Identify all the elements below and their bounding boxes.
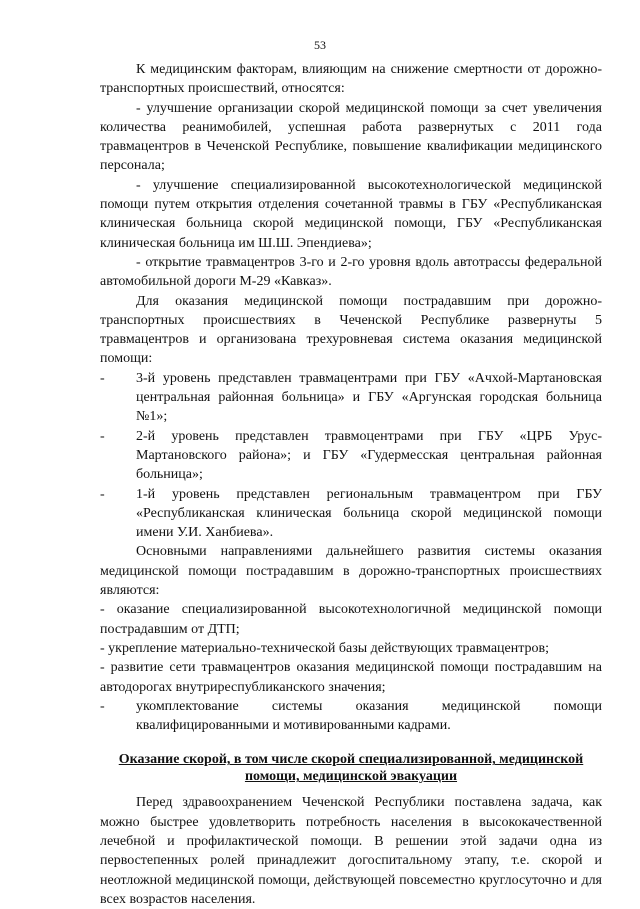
list-item-direction-base: - укрепление материально-технической базы действующих травмацентров;: [100, 640, 550, 656]
paragraph-emergency-care: Перед здравоохранением Чеченской Республики поставлена задача, как можно быстрее удовлетворить потребность населения в высококачественной лечебной и профилактической помощи. В решении этой задачи одна из первостепенных ролей принадлежит догоспитальному этапу, т.е. скорой и неотложной медицинской помощи, действующей повсеместно круглосуточно и для всех возрастов населения.: [100, 795, 602, 907]
paragraph-factor-ambulance: - улучшение организации скорой медицинской помощи за счет увеличения количества реанимобилей, успешная работа развернутых с 2011 года травмацентров в Чеченской Республике, повышение квалификации медицинского персонала;: [100, 100, 602, 174]
list-item-level-2: [100, 427, 602, 485]
paragraph-development-directions: Основными направлениями дальнейшего развития системы оказания медицинской помощи пострадавшим в дорожно-транспортных происшествиях являются:: [100, 544, 602, 599]
list-dash: -: [100, 370, 105, 386]
paragraph-factor-trauma-centers: - открытие травмацентров 3-го и 2-го уровня вдоль автотрассы федеральной автомобильной дороги М-29 «Кавказ».: [100, 254, 602, 290]
list-item-direction-hightech: - оказание специализированной высокотехнологичной медицинской помощи пострадавшим от ДТП;: [100, 602, 602, 637]
list-item-text: 3-й уровень представлен травмацентрами при ГБУ «Ачхой-Мартановская центральная районная больница» и ГБУ «Аргунская городская больница №1»;: [136, 370, 602, 425]
list-dash: -: [100, 428, 105, 444]
list-item-level-1: [100, 485, 602, 543]
list-item-direction-staff: [100, 697, 602, 736]
paragraph-factors-intro: К медицинским факторам, влияющим на снижение смертности от дорожно-транспортных происшествий, относятся:: [100, 62, 602, 97]
paragraph-trauma-system: Для оказания медицинской помощи пострадавшим при дорожно-транспортных происшествиях в Чеченской Республике развернуты 5 травмацентров и организована трехуровневая система оказания медицинской помощи:: [100, 293, 602, 367]
list-item-level-3: [100, 369, 602, 427]
list-item-text: 1-й уровень представлен региональным травмацентром при ГБУ «Республиканская клиническая больница скорой медицинской помощи имени У.И. Ханбиева».: [136, 486, 602, 541]
list-item-text: 2-й уровень представлен травмоцентрами при ГБУ «ЦРБ Урус-Мартановского района»; и ГБУ «Гудермесская центральная районная больница»;: [136, 428, 602, 483]
section-heading: Оказание скорой, в том числе скорой специализированной, медицинской помощи, медицинской эвакуации: [118, 752, 584, 785]
list-item-text: укомплектование системы оказания медицинской помощи квалифицированными и мотивированными кадрами.: [136, 698, 602, 734]
list-dash: -: [100, 698, 105, 714]
page-number: 53: [314, 38, 326, 52]
list-item-direction-network: - развитие сети травмацентров оказания медицинской помощи пострадавшим на автодорогах внутриреспубликанского значения;: [100, 660, 602, 695]
list-dash: -: [100, 486, 105, 502]
page-content: [100, 60, 602, 909]
paragraph-factor-hightech: - улучшение специализированной высокотехнологической медицинской помощи путем открытия отделения сочетанной травмы в ГБУ «Республиканская клиническая больница скорой медицинской помощи, ГБУ «Республиканская клиническая больница им Ш.Ш. Эпендиева»;: [100, 177, 602, 251]
